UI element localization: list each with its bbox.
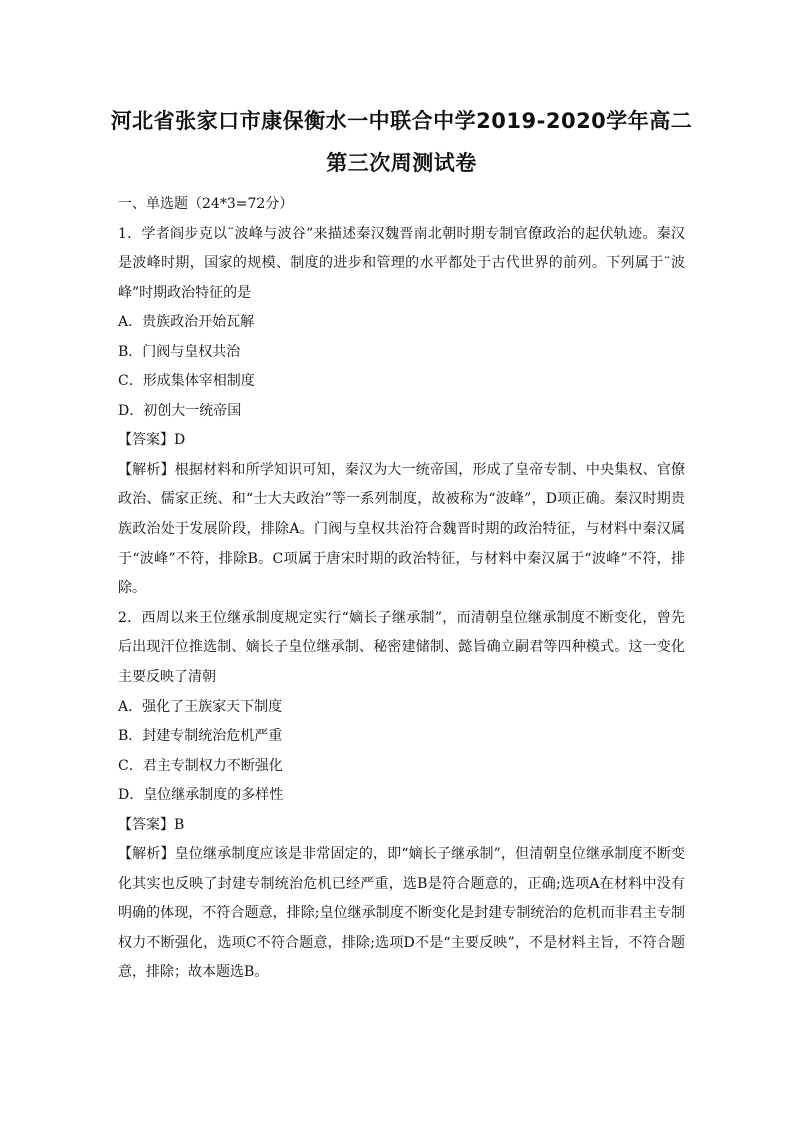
option-c: C．形成集体宰相制度 bbox=[118, 373, 255, 390]
question-1 bbox=[118, 220, 685, 604]
question-2 bbox=[118, 604, 685, 988]
question-stem: 2．西周以来王位继承制度规定实行“嫡长子继承制”，而清朝皇位继承制度不断变化，曾先后出现汗位推选制、嫡长子皇位继承制、秘密建储制、懿旨确立嗣君等四种模式。这一变化主要反映了清朝 bbox=[118, 609, 685, 685]
title-line-1: 河北省张家口市康保衡水一中联合中学2019-2020学年高二 bbox=[110, 109, 693, 133]
option-b: B．封建专制统治危机严重 bbox=[118, 728, 283, 745]
option-c: C．君主专制权力不断强化 bbox=[118, 757, 283, 774]
section-heading: 一、单选题（24*3=72分） bbox=[118, 196, 294, 212]
answer-label: 【答案】B bbox=[118, 816, 185, 833]
analysis-text: 【解析】根据材料和所学知识可知，秦汉为大一统帝国，形成了皇帝专制、中央集权、官僚政治、儒家正统、和“士大夫政治”等一系列制度，故被称为“波峰”，D项正确。秦汉时期贵族政治处于发展阶段，排除A。门阀与皇权共治符合魏晋时期的政治特征，与材料中秦汉属于“波峰”不符，排除B。C项属于唐宋时期的政治特征，与材料中秦汉属于“波峰”不符，排除。 bbox=[118, 461, 685, 597]
option-b: B．门阀与皇权共治 bbox=[118, 343, 241, 360]
question-stem: 1．学者阎步克以¨波峰与波谷”来描述秦汉魏晋南北朝时期专制官僚政治的起伏轨迹。秦汉是波峰时期，国家的规模、制度的进步和管理的水平都处于古代世界的前列。下列属于¨波峰”时期政治特征的是 bbox=[118, 225, 685, 301]
title-line-2: 第三次周测试卷 bbox=[326, 151, 477, 175]
document-title bbox=[110, 100, 693, 184]
answer-label: 【答案】D bbox=[118, 432, 186, 449]
option-a: A．强化了王族家天下制度 bbox=[118, 698, 283, 715]
option-d: D．皇位继承制度的多样性 bbox=[118, 787, 284, 804]
option-a: A．贵族政治开始瓦解 bbox=[118, 314, 255, 331]
option-d: D．初创大一统帝国 bbox=[118, 402, 242, 419]
analysis-text: 【解析】皇位继承制度应该是非常固定的，即“嫡长子继承制”，但清朝皇位继承制度不断变化其实也反映了封建专制统治危机已经严重，选B是符合题意的，正确;选项A在材料中没有明确的体现，不符合题意，排除;皇位继承制度不断变化是封建专制统治的危机而非君主专制权力不断强化，选项C不符合题意，排除;选项D不是“主要反映”，不是材料主旨，不符合题意，排除；故本题选B。 bbox=[118, 846, 685, 981]
